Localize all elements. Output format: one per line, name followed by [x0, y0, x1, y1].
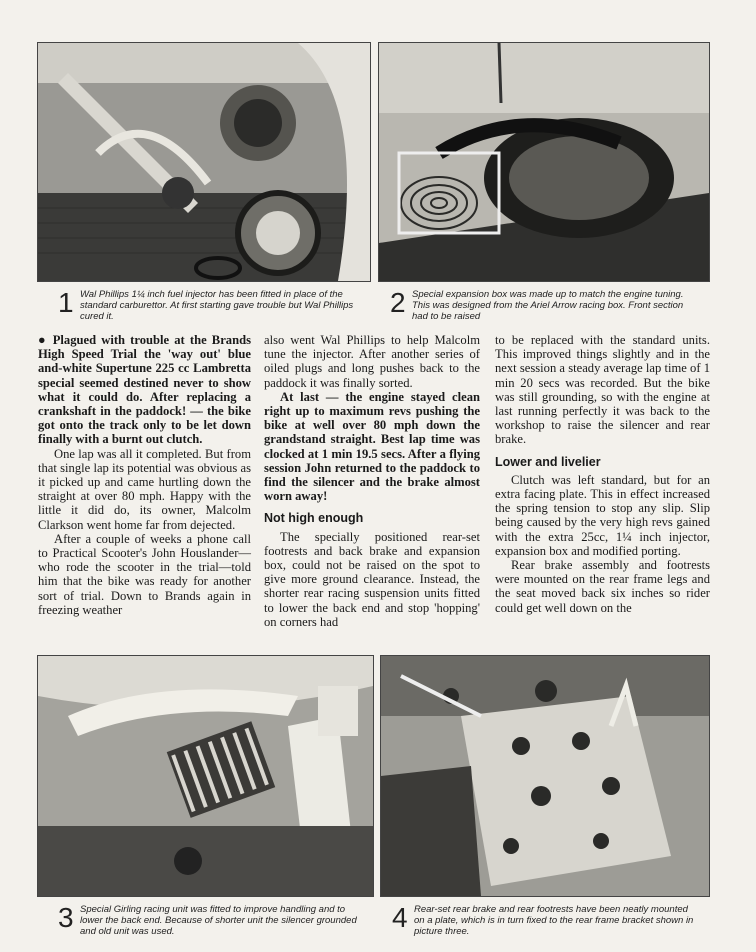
article-paragraph: One lap was all it completed. But from that single lap its potential was obvious as it picked up and came hurtling down the straight at over 80 mph. Happy with the little it did do, its owner, Malcolm Clarkson went home far from dejected.: [38, 446, 251, 532]
caption-text: Special Girling racing unit was fitted to improve handling and to lower the back end. Because of shorter unit the silencer grounded and old unit was used.: [80, 904, 357, 937]
article-paragraph: also went Wal Phillips to help Malcolm tune the injector. After another series of oiled plugs and long pushes back to the paddock it was finally sorted.: [264, 333, 480, 390]
photo-rear-set-plate: [380, 655, 710, 897]
article-column-2: [264, 333, 480, 629]
article-paragraph: After a couple of weeks a phone call to Practical Scooter's John Houslander—who rode the scooter in the trial—told him that the bike was ready for another sort of trial. Down to Brands again in freezing weather: [38, 531, 251, 617]
article-paragraph: Clutch was left standard, but for an extra facing plate. This in effect increased the spring tension to stop any slip. Slip being caused by the very high revs gained with the extra 25cc, 1¼ inch injector, expansion box and modified porting.: [495, 472, 710, 558]
article-paragraph: Rear brake assembly and footrests were mounted on the rear frame legs and the seat moved back six inches so rider could get well down on the: [495, 558, 710, 615]
caption-1: [58, 289, 358, 329]
caption-number: 1: [58, 287, 74, 318]
article-bold-paragraph: At last — the engine stayed clean right up to maximum revs pushing the bike at well over 80 mph down the grandstand straight. Best lap time was clocked at 1 min 19.5 secs. After a flying session John returned to the paddock to find the silencer and the brake almost worn away!: [264, 389, 480, 504]
caption-number: 3: [58, 902, 74, 933]
article-column-1: [38, 333, 251, 617]
article-column-3: [495, 333, 710, 615]
caption-2: [390, 289, 695, 329]
caption-number: 4: [392, 902, 408, 933]
photo-expansion-box: [378, 42, 710, 282]
photo-fuel-injector: [37, 42, 371, 282]
caption-number: 2: [390, 287, 406, 318]
caption-3: [58, 904, 363, 944]
article-paragraph: The specially positioned rear-set footrests and back brake and expansion box, could not be raised on the spot to give more ground clearance. Instead, the shorter rear racing suspension units fitted to lower the back end and stop 'hopping' on corners had: [264, 529, 480, 629]
caption-4: [392, 904, 697, 944]
article-paragraph: to be replaced with the standard units. This improved things slightly and in the next session a steady average lap time of 1 min 20 secs was recorded. But the bike was still grounding, so with the engine at last running perfectly it was back to the workshop to raise the silencer and rear brake.: [495, 333, 710, 447]
caption-text: Rear-set rear brake and rear footrests have been neatly mounted on a plate, which is in turn fixed to the rear frame bracket shown in picture three.: [414, 904, 694, 937]
caption-text: Special expansion box was made up to match the engine tuning. This was designed from the Ariel Arrow racing box. Front section had to be raised: [412, 289, 684, 322]
section-heading: Lower and livelier: [495, 454, 601, 469]
section-heading: Not high enough: [264, 511, 364, 526]
article-lead: ● Plagued with trouble at the Brands High Speed Trial the 'way out' blue and-white Supertune 225 cc Lambretta special seemed destined never to show what it could do. After replacing a crankshaft in the paddock! — the bike got onto the track only to be let down finally with a burnt out clutch.: [38, 333, 251, 447]
photo-girling-unit: [37, 655, 374, 897]
caption-text: Wal Phillips 1¼ inch fuel injector has been fitted in place of the standard carburettor. At first starting gave trouble but Wal Phillips cured it.: [80, 289, 354, 322]
